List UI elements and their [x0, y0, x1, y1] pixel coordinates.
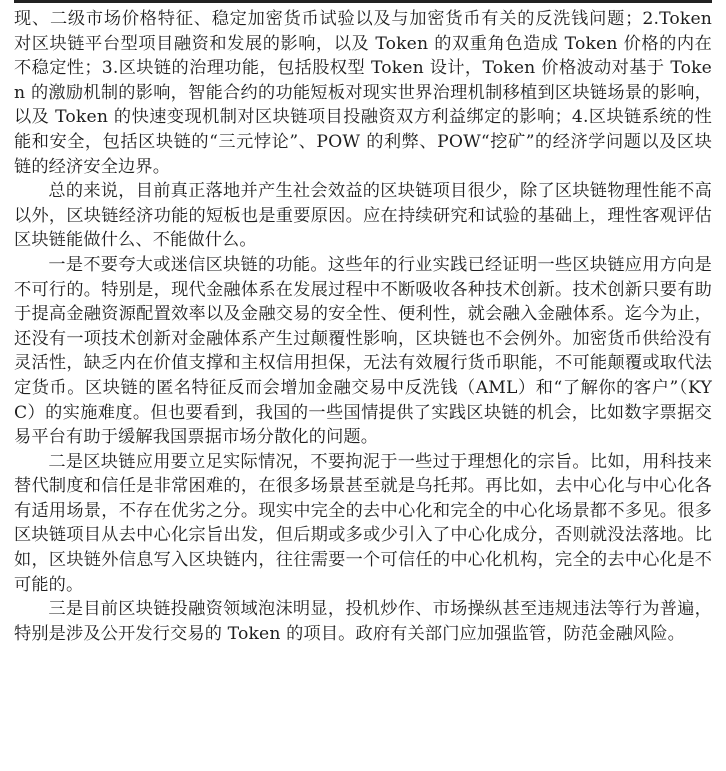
paragraph-point-two: 二是区块链应用要立足实际情况，不要拘泥于一些过于理想化的宗旨。比如，用科技来替代制度和信任是非常困难的，在很多场景甚至就是乌托邦。再比如，去中心化与中心化各有适用场景，不存在优劣之分。现实中完全的去中心化和完全的中心化场景都不多见。很多区块链项目从去中心化宗旨出发，但后期或多或少引入了中心化成分，否则就没法落地。比如，区块链外信息写入区块链内，往往需要一个可信任的中心化机构，完全的去中心化是不可能的。	[14, 451, 712, 595]
paragraph-research-topics: 现、二级市场价格特征、稳定加密货币试验以及与加密货币有关的反洗钱问题；2.Token 对区块链平台型项目融资和发展的影响，以及 Token 的双重角色造成 Token 价格的内在不稳定性；3.区块链的治理功能，包括股权型 Token 设计，Token 价格波动对基于 Token 的激励机制的影响，智能合约的功能短板对现实世界治理机制移植到区块链场景的影响，以及 Token 的快速变现机制对区块链项目投融资双方利益绑定的影响；4.区块链系统的性能和安全，包括区块链的“三元悖论”、POW 的利弊、POW“挖矿”的经济学问题以及区块链的经济安全边界。	[14, 9, 712, 177]
paragraph-point-one: 一是不要夸大或迷信区块链的功能。这些年的行业实践已经证明一些区块链应用方向是不可行的。特别是，现代金融体系在发展过程中不断吸收各种技术创新。技术创新只要有助于提高金融资源配置效率以及金融交易的安全性、便利性，就会融入金融体系。迄今为止，还没有一项技术创新对金融体系产生过颠覆性影响，区块链也不会例外。加密货币供给没有灵活性，缺乏内在价值支撑和主权信用担保，无法有效履行货币职能，不可能颠覆或取代法定货币。区块链的匿名特征反而会增加金融交易中反洗钱（AML）和“了解你的客户”（KYC）的实施难度。但也要看到，我国的一些国情提供了实践区块链的机会，比如数字票据交易平台有助于缓解我国票据市场分散化的问题。	[14, 254, 712, 448]
paragraph-summary: 总的来说，目前真正落地并产生社会效益的区块链项目很少，除了区块链物理性能不高以外，区块链经济功能的短板也是重要原因。应在持续研究和试验的基础上，理性客观评估区块链能做什么、不能做什么。	[14, 181, 712, 251]
top-rule	[14, 0, 712, 3]
paragraph-point-three: 三是目前区块链投融资领域泡沫明显，投机炒作、市场操纵甚至违规违法等行为普遍，特别是涉及公开发行交易的 Token 的项目。政府有关部门应加强监管，防范金融风险。	[14, 599, 712, 644]
